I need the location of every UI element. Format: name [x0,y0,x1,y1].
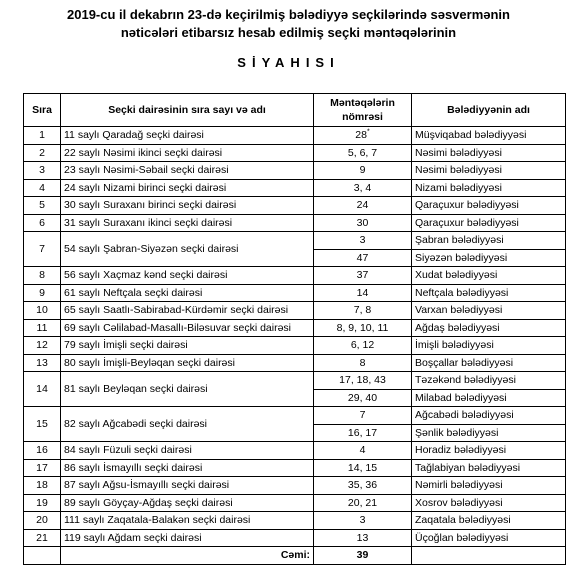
row-number: 19 [24,494,61,512]
row-district: 56 saylı Xaçmaz kənd seçki dairəsi [61,267,314,285]
table-row [24,232,566,250]
row-municipality: Xosrov bələdiyyəsi [412,494,566,512]
document-heading: SİYAHISI [237,55,340,70]
table-row [24,144,566,162]
table-row [24,407,566,425]
row-district: 87 saylı Ağsu-İsmayıllı seçki dairəsi [61,477,314,495]
row-municipality: Şabran bələdiyyəsi [412,232,566,250]
row-number: 4 [24,179,61,197]
document-title-line-2: nəticələri etibarsız hesab edilmiş seçki məntəqələrinin [120,25,457,40]
row-number: 2 [24,144,61,162]
table-row [24,162,566,180]
row-number: 10 [24,302,61,320]
row-number: 8 [24,267,61,285]
row-precincts: 4 [314,442,412,460]
table-body [24,127,566,565]
row-number: 15 [24,407,61,442]
row-district: 61 saylı Neftçala seçki dairəsi [61,284,314,302]
header-number: Sıra [24,94,61,127]
row-district: 22 saylı Nəsimi ikinci seçki dairəsi [61,144,314,162]
table-row [24,354,566,372]
table-row [24,442,566,460]
table-row [24,179,566,197]
row-precincts: 3 [314,512,412,530]
row-district: 86 saylı İsmayıllı seçki dairəsi [61,459,314,477]
row-district: 80 saylı İmişli-Beyləqan seçki dairəsi [61,354,314,372]
row-municipality: İmişli bələdiyyəsi [412,337,566,355]
row-district: 11 saylı Qaradağ seçki dairəsi [61,127,314,145]
row-district: 119 saylı Ağdam seçki dairəsi [61,529,314,547]
table-row [24,512,566,530]
row-number: 17 [24,459,61,477]
row-precincts: 3, 4 [314,179,412,197]
header-precincts [314,94,412,127]
row-precincts: 30 [314,214,412,232]
table-row [24,197,566,215]
table-row [24,127,566,145]
row-precincts: 9 [314,162,412,180]
row-municipality: Horadiz bələdiyyəsi [412,442,566,460]
precincts-table [23,93,566,565]
total-row [24,547,566,565]
row-municipality: Nəsimi bələdiyyəsi [412,162,566,180]
row-municipality: Neftçala bələdiyyəsi [412,284,566,302]
row-municipality: Siyəzən bələdiyyəsi [412,249,566,267]
row-number: 16 [24,442,61,460]
table-row [24,214,566,232]
table-row [24,459,566,477]
table-row [24,529,566,547]
row-municipality: Qaraçuxur bələdiyyəsi [412,214,566,232]
header-municipality: Bələdiyyənin adı [412,94,566,127]
row-precincts: 24 [314,197,412,215]
row-district: 65 saylı Saatlı-Sabirabad-Kürdəmir seçki dairəsi [61,302,314,320]
row-number: 18 [24,477,61,495]
row-district: 89 saylı Göyçay-Ağdaş seçki dairəsi [61,494,314,512]
total-empty [412,547,566,565]
footnote-mark: * [366,128,370,136]
row-municipality: Şənlik bələdiyyəsi [412,424,566,442]
row-district: 81 saylı Beyləqan seçki dairəsi [61,372,314,407]
row-municipality: Təzəkənd bələdiyyəsi [412,372,566,390]
table-row [24,477,566,495]
row-precincts: 29, 40 [314,389,412,407]
row-precincts: 47 [314,249,412,267]
row-precincts: 16, 17 [314,424,412,442]
row-municipality: Nəsimi bələdiyyəsi [412,144,566,162]
table-row [24,337,566,355]
row-municipality: Nəmirli bələdiyyəsi [412,477,566,495]
row-municipality: Nizami bələdiyyəsi [412,179,566,197]
table-header-row [24,94,566,127]
row-municipality: Xudat bələdiyyəsi [412,267,566,285]
header-district: Seçki dairəsinin sıra sayı və adı [61,94,314,127]
row-precincts: 14 [314,284,412,302]
row-precincts: 8, 9, 10, 11 [314,319,412,337]
row-number: 21 [24,529,61,547]
row-number: 14 [24,372,61,407]
row-district: 79 saylı İmişli seçki dairəsi [61,337,314,355]
row-number: 9 [24,284,61,302]
table-row [24,302,566,320]
total-label: Cəmi: [61,547,314,565]
row-district: 84 saylı Füzuli seçki dairəsi [61,442,314,460]
row-precincts: 14, 15 [314,459,412,477]
row-municipality: Qaraçuxur bələdiyyəsi [412,197,566,215]
row-precincts [314,127,412,145]
row-number: 6 [24,214,61,232]
header-precincts-line-1: Məntəqələrin [330,97,395,109]
table-row [24,372,566,390]
row-district: 54 saylı Şabran-Siyəzən seçki dairəsi [61,232,314,267]
row-precincts: 20, 21 [314,494,412,512]
row-municipality: Milabad bələdiyyəsi [412,389,566,407]
row-precincts: 37 [314,267,412,285]
row-district: 23 saylı Nəsimi-Səbail seçki dairəsi [61,162,314,180]
total-value: 39 [314,547,412,565]
row-precincts: 6, 12 [314,337,412,355]
document-title-line-1: 2019-cu il dekabrın 23-də keçirilmiş bələdiyyə seçkilərində səsvermənin [67,7,510,22]
row-municipality: Boşçallar bələdiyyəsi [412,354,566,372]
row-municipality: Ağcabədi bələdiyyəsi [412,407,566,425]
row-number: 3 [24,162,61,180]
row-precincts: 35, 36 [314,477,412,495]
table-row [24,284,566,302]
row-municipality: Üçoğlan bələdiyyəsi [412,529,566,547]
row-district: 69 saylı Cəlilabad-Masallı-Biləsuvar seçki dairəsi [61,319,314,337]
row-precincts: 17, 18, 43 [314,372,412,390]
row-district: 24 saylı Nizami birinci seçki dairəsi [61,179,314,197]
table-row [24,494,566,512]
row-municipality: Varxan bələdiyyəsi [412,302,566,320]
row-number: 11 [24,319,61,337]
row-district: 82 saylı Ağcabədi seçki dairəsi [61,407,314,442]
table-row [24,267,566,285]
row-precincts: 13 [314,529,412,547]
row-municipality: Ağdaş bələdiyyəsi [412,319,566,337]
row-municipality: Tağlabiyan bələdiyyəsi [412,459,566,477]
row-number: 12 [24,337,61,355]
total-blank [24,547,61,565]
table-row [24,319,566,337]
row-number: 5 [24,197,61,215]
row-precincts-value: 28 [355,129,367,142]
row-precincts: 7, 8 [314,302,412,320]
row-precincts: 8 [314,354,412,372]
row-municipality: Müşviqabad bələdiyyəsi [412,127,566,145]
row-precincts: 7 [314,407,412,425]
row-number: 7 [24,232,61,267]
row-municipality: Zaqatala bələdiyyəsi [412,512,566,530]
header-precincts-line-2: nömrəsi [342,111,383,123]
row-district: 31 saylı Suraxanı ikinci seçki dairəsi [61,214,314,232]
row-number: 20 [24,512,61,530]
row-number: 13 [24,354,61,372]
row-precincts: 3 [314,232,412,250]
row-district: 111 saylı Zaqatala-Balakən seçki dairəsi [61,512,314,530]
row-number: 1 [24,127,61,145]
row-precincts: 5, 6, 7 [314,144,412,162]
row-district: 30 saylı Suraxanı birinci seçki dairəsi [61,197,314,215]
